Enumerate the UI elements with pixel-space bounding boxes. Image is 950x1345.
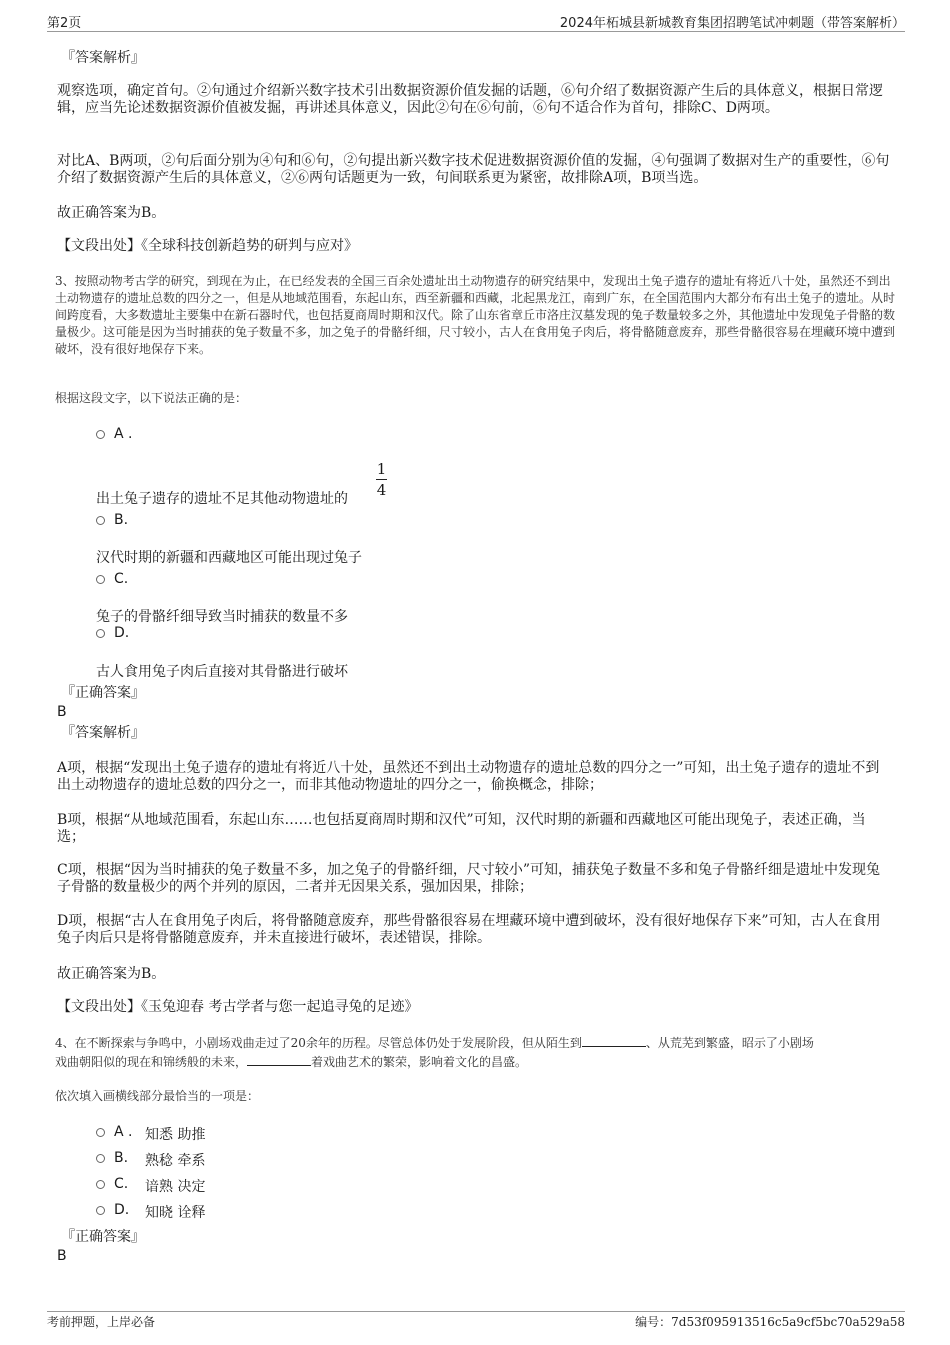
q2-analysis-paragraph-2: 对比A、B两项，②句后面分别为④句和⑥句，②句提出新兴数字技术促进数据资源价值的发掘，④句强调了数据对生产的重要性，⑥句介绍了数据资源产生后的具体意义，②⑥两句话题更为一致，句间联系更为紧密，故排除A项，B项当选。: [57, 153, 890, 186]
q2-analysis-paragraph-1: 观察选项，确定首句。②句通过介绍新兴数字技术引出数据资源价值发掘的话题，⑥句介绍了数据资源产生后的具体意义，根据日常逻辑，应当先论述数据资源价值被发掘，再讲述具体意义，因此②句在⑥句前，⑥句不适合作为首句，排除C、D两项。: [57, 83, 883, 116]
fraction-one-quarter: [376, 460, 387, 499]
q3-option-d-radio[interactable]: [96, 629, 105, 638]
q3-analysis-label: 『答案解析』: [61, 725, 145, 741]
q3-option-c-text: 兔子的骨骼纤细导致当时捕获的数量不多: [96, 609, 348, 625]
q3-analysis-a: A项，根据“发现出土兔子遗存的遗址有将近八十处，虽然还不到出土动物遗存的遗址总数的四分之一”可知，出土兔子遗存的遗址不到出土动物遗存的遗址总数的四分之一，而非其他动物遗址的四分之一，偷换概念，排除；: [57, 760, 880, 793]
footer-divider: [47, 1311, 905, 1312]
footer-slogan: 考前押题，上岸必备: [47, 1315, 156, 1329]
q4-option-c-label: C.: [114, 1176, 129, 1192]
q4-option-b-label: B.: [114, 1150, 129, 1166]
q3-option-d-text: 古人食用兔子肉后直接对其骨骼进行破坏: [96, 664, 348, 680]
q4-stem-part-1: 4、在不断探索与争鸣中，小剧场戏曲走过了20余年的历程。尽管总体仍处于发展阶段，但从陌生到: [55, 1036, 582, 1050]
q3-option-a-text: 出土兔子遗存的遗址不足其他动物遗址的: [96, 491, 348, 507]
q4-blank-1: [582, 1034, 646, 1047]
fraction-bar: [376, 479, 387, 480]
q3-analysis-d: D项，根据“古人在食用兔子肉后，将骨骼随意废弃，那些骨骼很容易在埋藏环境中遭到破坏，没有很好地保存下来”可知，古人在食用兔子肉后只是将骨骼随意废弃，并未直接进行破坏，表述错误，排除。: [57, 913, 881, 946]
q4-option-c-text: 谙熟 决定: [145, 1179, 206, 1195]
q3-option-a-label: A .: [114, 426, 133, 442]
q4-stem-line-1: [55, 1034, 814, 1052]
q3-option-c-radio[interactable]: [96, 575, 105, 584]
q2-analysis-label: 『答案解析』: [61, 50, 145, 66]
q3-source: 【文段出处】《玉兔迎春 考古学者与您一起追寻兔的足迹》: [57, 999, 419, 1015]
q4-option-b-radio[interactable]: [96, 1154, 105, 1163]
q3-option-b-radio[interactable]: [96, 516, 105, 525]
fraction-denominator: 4: [376, 481, 387, 499]
q3-option-c-label: C.: [114, 571, 129, 587]
q4-stem-part-2: 、从荒芜到繁盛，昭示了小剧场: [645, 1036, 814, 1050]
q3-answer-label: 『正确答案』: [61, 685, 145, 701]
q2-conclusion: 故正确答案为B。: [57, 205, 166, 221]
fraction-numerator: 1: [376, 460, 387, 478]
q4-option-a-text: 知悉 助推: [145, 1127, 206, 1143]
q4-prompt: 依次填入画横线部分最恰当的一项是：: [55, 1089, 260, 1103]
q3-option-a-radio[interactable]: [96, 430, 105, 439]
q2-source: 【文段出处】《全球科技创新趋势的研判与应对》: [57, 238, 358, 254]
q4-option-a-label: A .: [114, 1124, 133, 1140]
header-divider: [47, 31, 905, 32]
q3-prompt: 根据这段文字，以下说法正确的是：: [55, 391, 248, 405]
q3-stem: 3、按照动物考古学的研究，到现在为止，在已经发表的全国三百余处遗址出土动物遗存的研究结果中，发现出土兔子遗存的遗址有将近八十处，虽然还不到出土动物遗存的遗址总数的四分之一，但是从地域范围看，东起山东，西至新疆和西藏，北起黑龙江，南到广东，在全国范围内大都分布有出土兔子的遗址。从时间跨度看，大多数遗址主要集中在新石器时代，也包括夏商周时期和汉代。除了山东省章丘市洛庄汉墓发现的兔子数量较多之外，其他遗址中发现兔子骨骼的数量极少。这可能是因为当时捕获的兔子数量不多，加之兔子的骨骼纤细，尺寸较小，古人在食用兔子肉后，将骨骼随意废弃，那些骨骼很容易在埋藏环境中遭到破坏，没有很好地保存下来。: [55, 274, 896, 356]
q4-answer: B: [57, 1248, 67, 1264]
q3-conclusion: 故正确答案为B。: [57, 966, 166, 982]
q3-answer: B: [57, 704, 67, 720]
q4-answer-label: 『正确答案』: [61, 1229, 145, 1245]
q4-option-d-text: 知晓 诠释: [145, 1205, 206, 1221]
q4-option-d-radio[interactable]: [96, 1206, 105, 1215]
q3-option-b-label: B.: [114, 512, 129, 528]
q4-stem-line-2: [55, 1053, 527, 1071]
q4-option-c-radio[interactable]: [96, 1180, 105, 1189]
q4-option-a-radio[interactable]: [96, 1128, 105, 1137]
page-number: 第2页: [47, 16, 82, 31]
document-title: 2024年柘城县新城教育集团招聘笔试冲刺题（带答案解析）: [559, 16, 905, 31]
q4-blank-2: [247, 1053, 311, 1066]
q4-stem-part-3: 戏曲朝阳似的现在和锦绣般的未来，: [55, 1055, 248, 1069]
q3-option-b-text: 汉代时期的新疆和西藏地区可能出现过兔子: [96, 550, 362, 566]
q4-stem-part-4: 着戏曲艺术的繁荣，影响着文化的昌盛。: [311, 1055, 528, 1069]
q3-analysis-c: C项，根据“因为当时捕获的兔子数量不多，加之兔子的骨骼纤细，尺寸较小”可知，捕获兔子数量不多和兔子骨骼纤细是遗址中发现兔子骨骼的数量极少的两个并列的原因，二者并无因果关系，强加因果，排除；: [57, 862, 881, 895]
q3-option-d-label: D.: [114, 625, 130, 641]
q4-option-d-label: D.: [114, 1202, 130, 1218]
footer-document-id: 编号：7d53f095913516c5a9cf5bc70a529a58: [635, 1315, 905, 1329]
q3-analysis-b: B项，根据“从地域范围看，东起山东……也包括夏商周时期和汉代”可知，汉代时期的新疆和西藏地区可能出现兔子，表述正确，当选；: [57, 812, 866, 845]
q4-option-b-text: 熟稔 牵系: [145, 1153, 206, 1169]
